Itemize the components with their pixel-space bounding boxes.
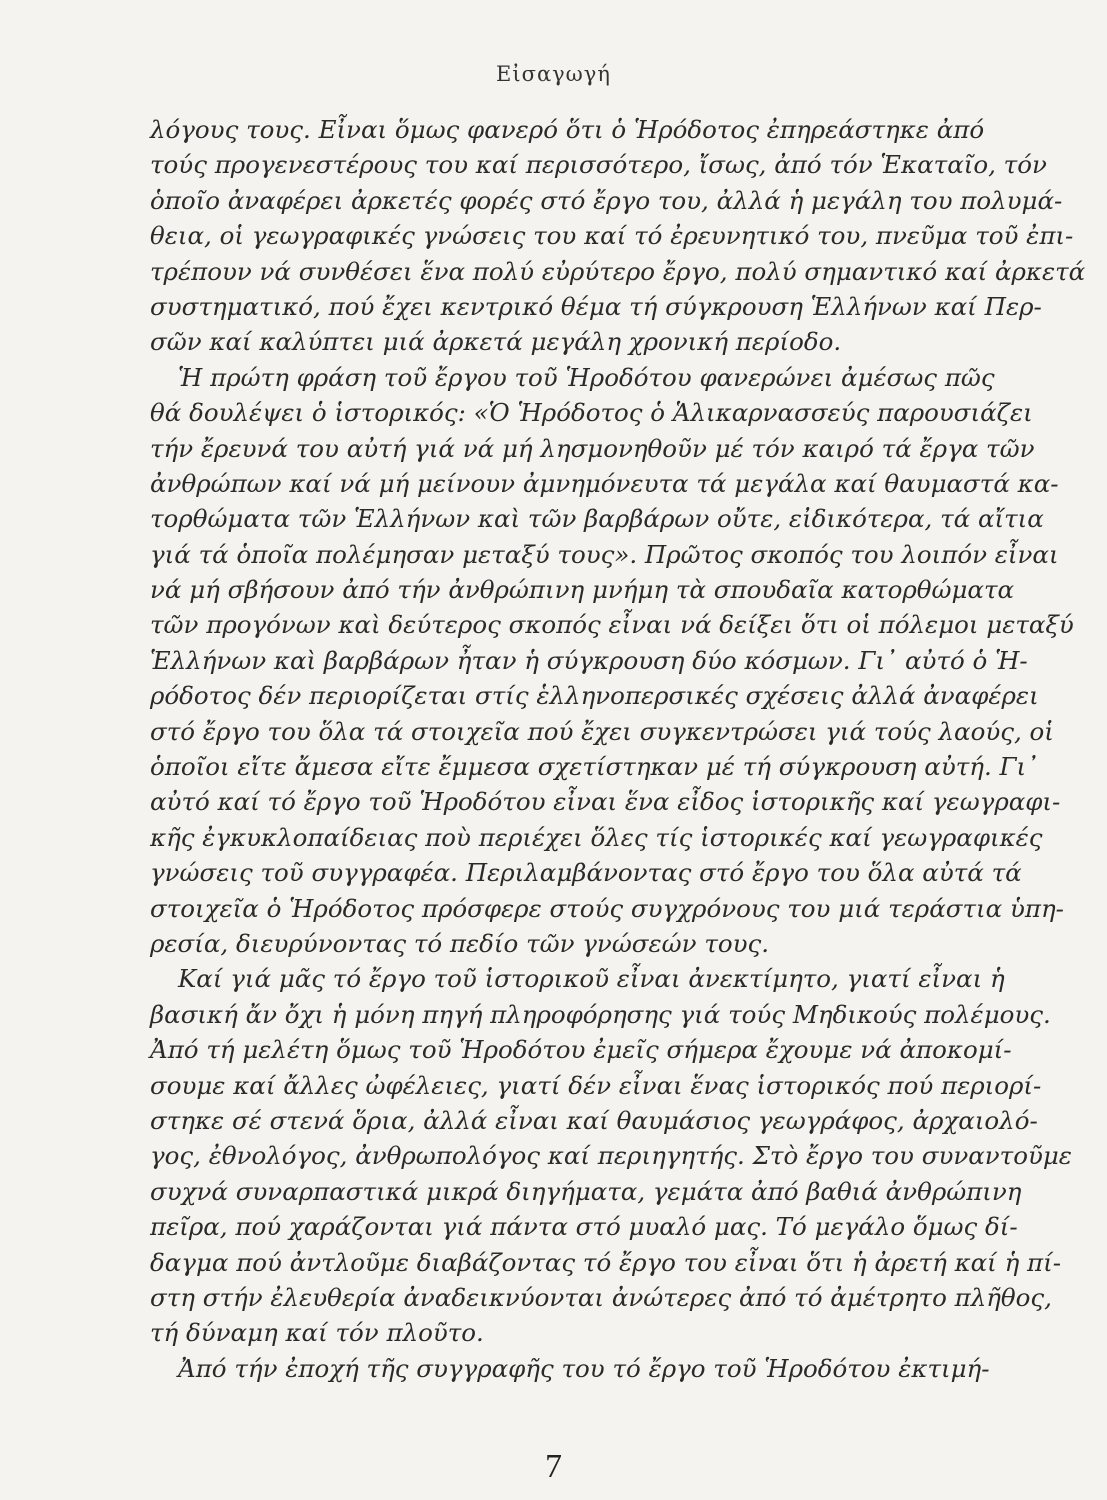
text-line: Ἀπό τή μελέτη ὅμως τοῦ Ἡροδότου ἐμεῖς σήμερα ἔχουμε νά ἀποκομί- bbox=[150, 1035, 1012, 1065]
text-line: ὁποῖο ἀναφέρει ἀρκετές φορές στό ἔργο του, ἀλλά ἡ μεγάλη του πολυμά- bbox=[150, 185, 1063, 215]
paragraph-first-line: Ἡ πρώτη φράση τοῦ ἔργου τοῦ Ἡροδότου φανερώνει ἀμέσως πῶς bbox=[178, 362, 995, 392]
text-line: ἀνθρώπων καί νά μή μείνουν ἀμνημόνευτα τά μεγάλα καί θαυμαστά κα- bbox=[150, 468, 1059, 498]
text-line: γιά τά ὁποῖα πολέμησαν μεταξύ τους». Πρῶτος σκοπός του λοιπόν εἶναι bbox=[150, 539, 1059, 569]
text-line: τούς προγενεστέρους του καί περισσότερο, ἴσως, ἀπό τόν Ἑκαταῖο, τόν bbox=[150, 150, 1047, 180]
text-line: ρεσία, διευρύνοντας τό πεδίο τῶν γνώσεών τους. bbox=[150, 928, 770, 958]
text-line: λόγους τους. Εἶναι ὅμως φανερό ὅτι ὁ Ἡρόδοτος ἐπηρεάστηκε ἀπό bbox=[150, 115, 985, 144]
paragraph-first-line: Ἀπό τήν ἐποχή τῆς συγγραφῆς του τό ἔργο τοῦ Ἡροδότου ἐκτιμή- bbox=[178, 1353, 990, 1383]
paragraph-first-line: Καί γιά μᾶς τό ἔργο τοῦ ἱστορικοῦ εἶναι ἀνεκτίμητο, γιατί εἶναι ἡ bbox=[178, 964, 1005, 994]
text-line: σουμε καί ἄλλες ὠφέλειες, γιατί δέν εἶναι ἕνας ἱστορικός πού περιορί- bbox=[150, 1070, 1042, 1100]
text-line: βασική ἄν ὄχι ἡ μόνη πηγή πληροφόρησης γιά τούς Μηδικούς πολέμους. bbox=[150, 999, 1051, 1029]
text-line: τή δύναμη καί τόν πλοῦτο. bbox=[150, 1318, 484, 1348]
text-line: στηκε σέ στενά ὅρια, ἀλλά εἶναι καί θαυμάσιος γεωγράφος, ἀρχαιολό- bbox=[150, 1105, 1038, 1135]
text-line: κῆς ἐγκυκλοπαίδειας ποὺ περιέχει ὅλες τίς ἱστορικές καί γεωγραφικές bbox=[150, 822, 1043, 852]
text-line: ρόδοτος δέν περιορίζεται στίς ἑλληνοπερσικές σχέσεις ἀλλά ἀναφέρει bbox=[150, 681, 1039, 711]
text-line: τῶν προγόνων καὶ δεύτερος σκοπός εἶναι νά δείξει ὅτι οἱ πόλεμοι μεταξύ bbox=[150, 610, 1074, 640]
text-line: αὐτό καί τό ἔργο τοῦ Ἡροδότου εἶναι ἕνα εἶδος ἱστορικῆς καί γεωγραφι- bbox=[150, 787, 1061, 817]
text-line: στη στήν ἐλευθερία ἀναδεικνύονται ἀνώτερες ἀπό τό ἀμέτρητο πλῆθος, bbox=[150, 1282, 1052, 1312]
text-line: στοιχεῖα ὁ Ἡρόδοτος πρόσφερε στούς συγχρόνους του μιά τεράστια ὑπη- bbox=[150, 893, 1064, 923]
running-head-title: Εἰσαγωγή bbox=[496, 62, 611, 86]
text-line: θεια, οἱ γεωγραφικές γνώσεις του καί τό ἐρευνητικό του, πνεῦμα τοῦ ἐπι- bbox=[150, 221, 1074, 251]
text-line: Ἑλλήνων καὶ βαρβάρων ἦταν ἡ σύγκρουση δύο κόσμων. Γι᾽ αὐτό ὁ Ἡ- bbox=[150, 645, 1028, 675]
page-number: 7 bbox=[545, 1448, 562, 1485]
text-line: συστηματικό, πού ἔχει κεντρικό θέμα τή σύγκρουση Ἑλλήνων καί Περ- bbox=[150, 291, 1042, 321]
text-line: νά μή σβήσουν ἀπό τήν ἀνθρώπινη μνήμη τὰ σπουδαῖα κατορθώματα bbox=[150, 575, 1015, 605]
text-line: τορθώματα τῶν Ἑλλήνων καὶ τῶν βαρβάρων οὔτε, εἰδικότερα, τά αἴτια bbox=[150, 504, 1044, 534]
text-line: σῶν καί καλύπτει μιά ἀρκετά μεγάλη χρονική περίοδο. bbox=[150, 327, 842, 357]
text-line: πεῖρα, πού χαράζονται γιά πάντα στό μυαλό μας. Τό μεγάλο ὅμως δί- bbox=[150, 1212, 1018, 1242]
text-line: θά δουλέψει ὁ ἱστορικός: «Ὁ Ἡρόδοτος ὁ Ἁλικαρνασσεύς παρουσιάζει bbox=[150, 398, 1033, 428]
text-line: τρέπουν νά συνθέσει ἕνα πολύ εὐρύτερο ἔργο, πολύ σημαντικό καί ἀρκετά bbox=[150, 256, 1086, 286]
text-line: δαγμα πού ἀντλοῦμε διαβάζοντας τό ἔργο του εἶναι ὅτι ἡ ἀρετή καί ἡ πί- bbox=[150, 1247, 1062, 1277]
body-text bbox=[150, 112, 1086, 1386]
text-line: στό ἔργο του ὅλα τά στοιχεῖα πού ἔχει συγκεντρώσει γιά τούς λαούς, οἱ bbox=[150, 716, 1054, 746]
text-line: γνώσεις τοῦ συγγραφέα. Περιλαμβάνοντας στό ἔργο του ὅλα αὐτά τά bbox=[150, 858, 1022, 888]
text-line: τήν ἔρευνά του αὐτή γιά νά μή λησμονηθοῦν μέ τόν καιρό τά ἔργα τῶν bbox=[150, 433, 1035, 463]
text-line: γος, ἐθνολόγος, ἀνθρωπολόγος καί περιηγητής. Στὸ ἔργο του συναντοῦμε bbox=[150, 1141, 1072, 1171]
text-line: ὁποῖοι εἴτε ἄμεσα εἴτε ἔμμεσα σχετίστηκαν μέ τή σύγκρουση αὐτή. Γι᾽ bbox=[150, 752, 1039, 782]
text-line: συχνά συναρπαστικά μικρά διηγήματα, γεμάτα ἀπό βαθιά ἀνθρώπινη bbox=[150, 1176, 1022, 1206]
